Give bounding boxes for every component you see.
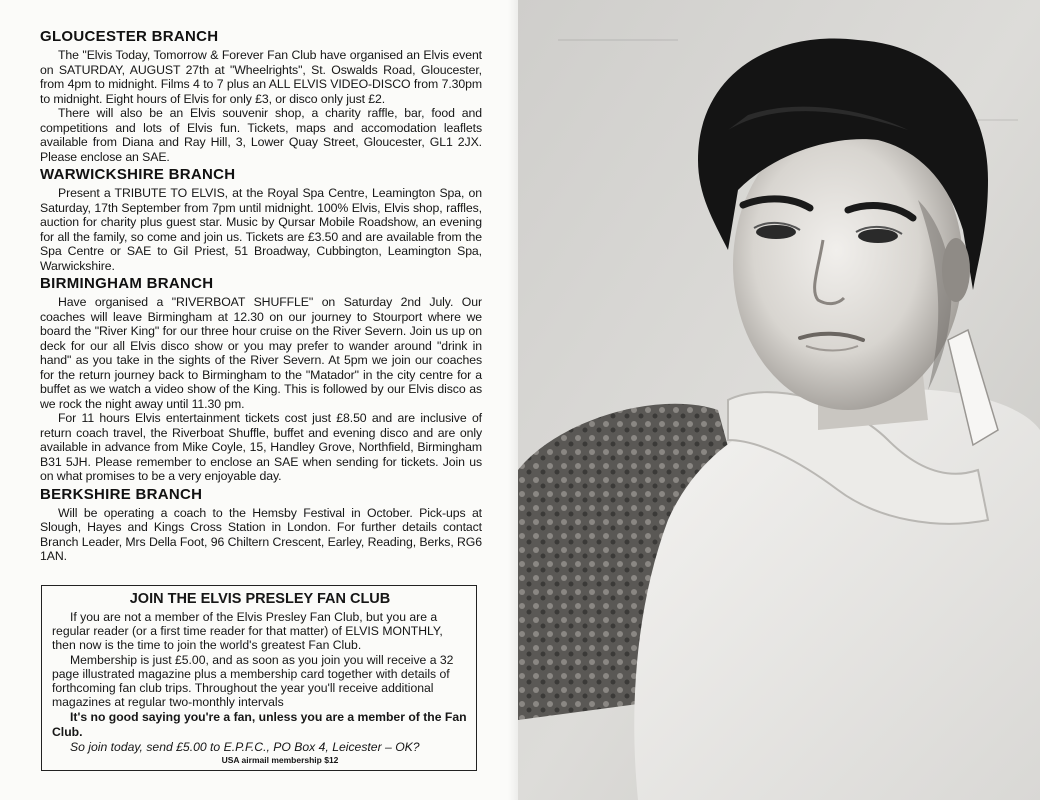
section-paragraph: Will be operating a coach to the Hemsby Festival in October. Pick-ups at Slough, Hayes and Kings Cross Station in London. For further details contact Branch Leader, Mrs Della Foot, 96 Chiltern Crescent, Earley, Reading, Berks, RG6 1AN. (40, 505, 482, 563)
left-page (0, 0, 518, 800)
portrait-photo (518, 0, 1040, 800)
section-paragraph: For 11 hours Elvis entertainment tickets cost just £8.50 and are inclusive of return coach travel, the Riverboat Shuffle, buffet and evening disco and are only available in advance from Mike Coyle, 15, Handley Grove, Northfield, Birmingham B31 5JH. Please remember to enclose an SAE when sending for tickets. Join us on what promises to be a very enjoyable day. (40, 411, 482, 483)
section-berkshire (40, 486, 482, 564)
ear (942, 238, 970, 302)
section-warwickshire (40, 166, 482, 273)
fan-club-address: So join today, send £5.00 to E.P.F.C., PO Box 4, Leicester – OK? (70, 739, 420, 754)
fan-club-box (41, 585, 477, 771)
right-page (518, 0, 1040, 800)
section-heading: BERKSHIRE BRANCH (40, 485, 203, 503)
section-heading: GLOUCESTER BRANCH (40, 28, 219, 45)
fan-club-title: JOIN THE ELVIS PRESLEY FAN CLUB (129, 591, 391, 607)
section-heading: BIRMINGHAM BRANCH (40, 275, 214, 292)
section-paragraph: The "Elvis Today, Tomorrow & Forever Fan Club have organised an Elvis event on SATURDAY, AUGUST 27th at "Wheelrights", St. Oswalds Road, Gloucester, from 4pm to midnight. Films 4 to 7 plus an ALL ELVIS VIDEO-DISCO from 7.30pm to midnight. Eight hours of Elvis for only £3, or disco only just £2. (40, 48, 482, 106)
fan-club-paragraph: If you are not a member of the Elvis Presley Fan Club, but you are a regular reader (or a first time reader for that matter) of ELVIS MONTHLY, then now is the time to join the world's greatest Fan Club. (52, 610, 443, 653)
text-column (40, 28, 482, 566)
airmail-note: USA airmail membership $12 (221, 755, 339, 766)
eye-left (756, 225, 796, 239)
section-paragraph: There will also be an Elvis souvenir shop, a charity raffle, bar, food and competitions and lots of Elvis fun. Tickets, maps and accomodation leaflets available from Diana and Ray Hill, 3, Lower Quay Street, Gloucester, GL1 2JX. Please enclose an SAE. (40, 106, 482, 164)
fan-club-paragraph: Membership is just £5.00, and as soon as you join you will receive a 32 page illustrated magazine plus a membership card together with details of forthcoming fan club trips. Throughout the year you'll receive additional magazines at regular two-monthly intervals (52, 652, 454, 710)
section-paragraph: Have organised a "RIVERBOAT SHUFFLE" on Saturday 2nd July. Our coaches will leave Birmingham at 12.30 on our journey to Stourport where we board the "River King" for our three hour cruise on the River Severn. Join us up on deck for our all Elvis disco show or you may prefer to wander around "drink in hand" as you take in the sights of the River Severn. At 5pm we join our coaches for the return journey back to Birmingham to the "Matador" in the city centre for a buffet as we watch a video show of the King. This is followed by our Elvis disco as we rock the night away until 11.30 pm. (40, 295, 482, 411)
section-gloucester (40, 28, 482, 164)
section-birmingham (40, 275, 482, 484)
fan-club-slogan: It's no good saying you're a fan, unless you are a member of the Fan Club. (52, 710, 467, 739)
gutter-shadow (508, 0, 518, 800)
eye-right (858, 229, 898, 243)
section-heading: WARWICKSHIRE BRANCH (40, 166, 236, 183)
section-paragraph: Present a TRIBUTE TO ELVIS, at the Royal Spa Centre, Leamington Spa, on Saturday, 17th September from 7pm until midnight. 100% Elvis, Elvis shop, raffles, auction for charity plus guest star. Music by Qursar Mobile Roadshow, an evening for all the family, so come and join us. Tickets are £3.50 and are available from the Spa Centre or SAE to Gil Priest, 51 Broadway, Cubbington, Leamington Spa, Warwickshire. (40, 186, 482, 273)
